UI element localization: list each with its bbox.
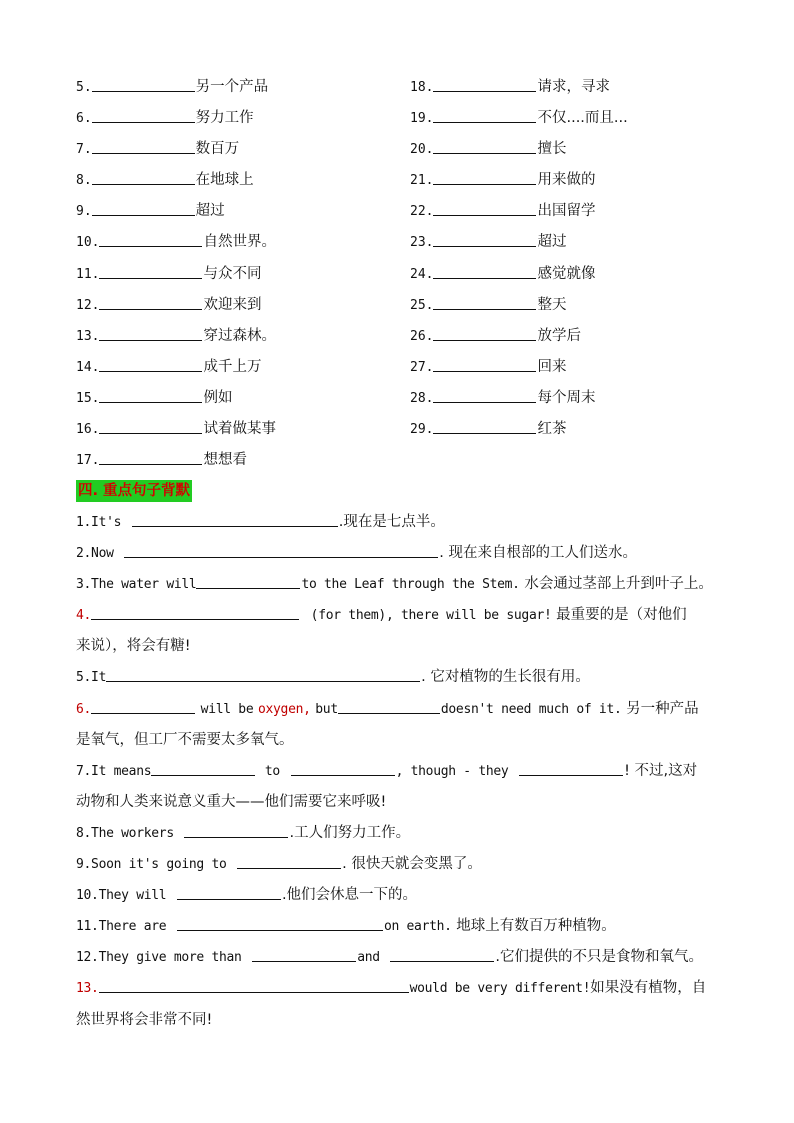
phrase-meaning: 超过 — [537, 234, 567, 251]
sentence-translation: 最重要的是（对他们 — [556, 607, 687, 624]
sentence-number: 6. — [76, 701, 92, 717]
sentence-3 — [76, 571, 736, 602]
answer-blank[interactable] — [91, 698, 195, 714]
sentence-12 — [76, 944, 736, 975]
phrase-number: 8. — [76, 173, 92, 189]
answer-blank[interactable] — [433, 387, 536, 403]
phrase-meaning: 请求，寻求 — [537, 79, 610, 95]
sentence-text: 12.They give more than — [76, 950, 242, 966]
sentence-6 — [76, 696, 736, 727]
phrase-meaning: 每个周末 — [537, 389, 596, 406]
sentence-1 — [76, 509, 736, 540]
sentence-9 — [76, 851, 736, 882]
phrase-number: 24. — [410, 266, 434, 282]
phrase-number: 19. — [410, 111, 434, 127]
phrase-number: 21. — [410, 173, 434, 189]
sentence-number: 4. — [76, 608, 92, 624]
sentence-13-cont — [76, 1007, 736, 1038]
phrase-meaning: 穿过森林。 — [203, 327, 276, 344]
phrase-meaning: 自然世界。 — [203, 234, 276, 251]
phrase-number: 10. — [76, 235, 100, 251]
answer-blank[interactable] — [433, 325, 536, 341]
sentence-6-cont — [76, 727, 736, 758]
answer-blank[interactable] — [99, 325, 202, 341]
phrase-item — [410, 167, 740, 198]
phrase-number: 23. — [410, 235, 434, 251]
phrase-item — [410, 292, 740, 323]
answer-blank[interactable] — [433, 263, 536, 279]
phrase-item — [410, 74, 740, 105]
phrase-item — [410, 385, 740, 416]
phrase-meaning: 数百万 — [195, 141, 240, 158]
phrase-number: 25. — [410, 297, 434, 313]
sentence-7 — [76, 758, 736, 789]
answer-blank[interactable] — [433, 294, 536, 310]
answer-blank[interactable] — [177, 884, 281, 900]
answer-blank[interactable] — [99, 418, 202, 434]
answer-blank[interactable] — [433, 200, 536, 216]
sentence-text: 8.The workers — [76, 825, 174, 841]
answer-blank[interactable] — [237, 853, 341, 869]
sentence-text: 1.It's — [76, 515, 122, 530]
phrase-meaning: 用来做的 — [537, 172, 596, 189]
sentence-text: 5.It — [76, 670, 107, 686]
answer-blank[interactable] — [433, 418, 536, 434]
answer-blank[interactable] — [99, 449, 202, 465]
sentence-text: , though - they — [395, 763, 509, 779]
answer-blank[interactable] — [433, 76, 536, 92]
phrase-number: 14. — [76, 359, 100, 375]
phrase-item — [410, 261, 740, 292]
sentence-text: 10.They will — [76, 888, 167, 904]
sentence-text: 3.The water will — [76, 577, 197, 593]
phrase-meaning: 感觉就像 — [537, 265, 596, 282]
sentence-2 — [76, 540, 736, 571]
phrase-item — [76, 229, 406, 260]
phrase-meaning: 放学后 — [537, 327, 581, 344]
sentence-13 — [76, 975, 736, 1006]
phrase-meaning: 想想看 — [203, 452, 247, 469]
sentence-text: doesn't need much of it. — [440, 701, 622, 717]
phrase-meaning: 回来 — [537, 358, 567, 375]
phrase-item — [410, 354, 740, 385]
answer-blank[interactable] — [99, 977, 409, 993]
answer-blank[interactable] — [519, 760, 623, 776]
sentence-number: 13. — [76, 981, 99, 997]
answer-blank[interactable] — [433, 356, 536, 372]
sentence-translation: . 很快天就会变黑了。 — [342, 856, 482, 873]
phrase-number: 20. — [410, 142, 434, 158]
sentence-translation: . 现在来自根部的工人们送水。 — [439, 545, 637, 562]
sentence-translation: . 它对植物的生长很有用。 — [421, 669, 590, 686]
phrase-number: 22. — [410, 204, 434, 220]
phrase-item — [76, 105, 406, 136]
sentence-translation: 地球上有数百万种植物。 — [456, 918, 616, 935]
phrase-item — [410, 416, 740, 447]
phrase-number: 26. — [410, 328, 434, 344]
answer-blank[interactable] — [433, 169, 536, 185]
answer-blank[interactable] — [390, 946, 494, 962]
phrase-number: 9. — [76, 204, 92, 220]
sentence-translation: ! 不过,这对 — [624, 762, 698, 779]
phrase-item — [76, 354, 406, 385]
phrase-meaning: 擅长 — [537, 141, 567, 158]
answer-blank[interactable] — [291, 760, 395, 776]
phrase-meaning: 试着做某事 — [203, 421, 276, 438]
sentence-translation: .它们提供的不只是食物和氧气。 — [495, 949, 704, 966]
sentence-translation: .现在是七点半。 — [338, 514, 445, 530]
phrase-item — [76, 136, 406, 167]
answer-blank[interactable] — [92, 200, 195, 216]
phrase-item — [410, 198, 740, 229]
phrase-meaning: 超过 — [195, 203, 225, 220]
sentence-7-cont — [76, 789, 736, 820]
sentence-text: but — [315, 701, 338, 717]
sentence-text: to — [264, 763, 280, 779]
phrase-meaning: 出国留学 — [537, 203, 596, 220]
sentence-8 — [76, 820, 736, 851]
phrase-item — [76, 292, 406, 323]
sentence-11 — [76, 913, 736, 944]
phrase-number: 28. — [410, 390, 434, 406]
sentence-text: on earth. — [383, 919, 452, 935]
answer-blank[interactable] — [196, 573, 300, 589]
phrase-item — [76, 416, 406, 447]
answer-blank[interactable] — [99, 263, 202, 279]
answer-blank[interactable] — [92, 169, 195, 185]
phrase-meaning: 例如 — [203, 389, 233, 406]
sentence-text: 7.It means — [76, 763, 152, 779]
sentence-text: (for them), there will be sugar! — [310, 608, 552, 624]
phrase-meaning: 在地球上 — [195, 172, 254, 189]
sentence-translation: .他们会休息一下的。 — [281, 887, 418, 904]
answer-blank[interactable] — [92, 107, 195, 123]
sentence-4 — [76, 602, 736, 633]
phrase-item — [410, 136, 740, 167]
sentence-translation: 另一种产品 — [626, 700, 699, 717]
answer-blank[interactable] — [99, 231, 202, 247]
phrase-item — [76, 167, 406, 198]
phrase-number: 12. — [76, 297, 100, 313]
sentence-4-cont — [76, 633, 736, 664]
phrase-meaning: 另一个产品 — [195, 79, 269, 95]
answer-blank[interactable] — [184, 822, 288, 838]
sentence-translation: 然世界将会非常不同! — [76, 1011, 213, 1028]
answer-blank[interactable] — [433, 107, 536, 123]
answer-blank[interactable] — [433, 231, 536, 247]
phrase-item — [76, 74, 406, 105]
phrase-number: 7. — [76, 142, 92, 158]
answer-blank[interactable] — [132, 511, 338, 527]
answer-blank[interactable] — [99, 387, 202, 403]
sentence-translation: 动物和人类来说意义重大——他们需要它来呼吸! — [76, 793, 387, 810]
phrase-number: 6. — [76, 111, 92, 127]
phrase-number: 13. — [76, 328, 100, 344]
sentence-keyword: oxygen, — [257, 701, 311, 717]
phrase-item — [76, 198, 406, 229]
answer-blank[interactable] — [338, 698, 440, 714]
answer-blank[interactable] — [92, 76, 195, 92]
phrase-item — [410, 323, 740, 354]
phrase-item — [410, 105, 740, 136]
phrase-item — [76, 447, 406, 478]
sentence-text: 2.Now — [76, 546, 114, 562]
phrase-meaning: 红茶 — [537, 421, 567, 438]
sentence-text: will be — [200, 701, 254, 717]
phrase-item — [76, 385, 406, 416]
phrase-meaning: 成千上万 — [203, 358, 262, 375]
sentence-translation: 如果没有植物，自 — [590, 980, 707, 997]
phrase-number: 18. — [410, 80, 434, 95]
phrase-number: 27. — [410, 359, 434, 375]
phrase-number: 29. — [410, 422, 434, 438]
sentence-text: 11.There are — [76, 919, 167, 935]
sentence-5 — [76, 664, 736, 695]
answer-blank[interactable] — [91, 604, 299, 620]
sentence-translation: 水会通过茎部上升到叶子上。 — [524, 576, 713, 593]
phrase-column-left — [76, 74, 406, 478]
phrase-item — [76, 261, 406, 292]
section-title: 四. 重点句子背默 — [76, 480, 192, 502]
phrase-number: 15. — [76, 390, 100, 406]
answer-blank[interactable] — [151, 760, 255, 776]
phrase-meaning: 努力工作 — [195, 110, 254, 127]
answer-blank[interactable] — [252, 946, 356, 962]
phrase-item — [410, 229, 740, 260]
answer-blank[interactable] — [177, 915, 383, 931]
answer-blank[interactable] — [99, 356, 202, 372]
phrase-meaning: 整天 — [537, 296, 567, 313]
phrase-meaning: 欢迎来到 — [203, 296, 262, 313]
phrase-number: 16. — [76, 422, 100, 438]
sentence-text: to the Leaf through the Stem. — [301, 577, 520, 593]
sentence-text: 9.Soon it's going to — [76, 857, 227, 873]
sentence-10 — [76, 882, 736, 913]
sentence-translation: 是氧气，但工厂不需要太多氧气。 — [76, 731, 294, 748]
phrase-column-right — [410, 74, 740, 447]
answer-blank[interactable] — [124, 542, 438, 558]
phrase-number: 5. — [76, 80, 92, 95]
phrase-meaning: 与众不同 — [203, 265, 262, 282]
phrase-number: 11. — [76, 266, 100, 282]
phrase-item — [76, 323, 406, 354]
answer-blank[interactable] — [106, 666, 420, 682]
answer-blank[interactable] — [433, 138, 536, 154]
answer-blank[interactable] — [99, 294, 202, 310]
sentence-translation: .工人们努力工作。 — [289, 824, 411, 841]
sentence-text: and — [357, 950, 380, 966]
sentence-translation: 来说），将会有糖! — [76, 638, 191, 655]
answer-blank[interactable] — [92, 138, 195, 154]
phrase-meaning: 不仅....而且... — [537, 110, 628, 127]
sentence-list — [76, 509, 736, 1038]
phrase-number: 17. — [76, 453, 100, 469]
sentence-text: would be very different! — [409, 981, 591, 997]
